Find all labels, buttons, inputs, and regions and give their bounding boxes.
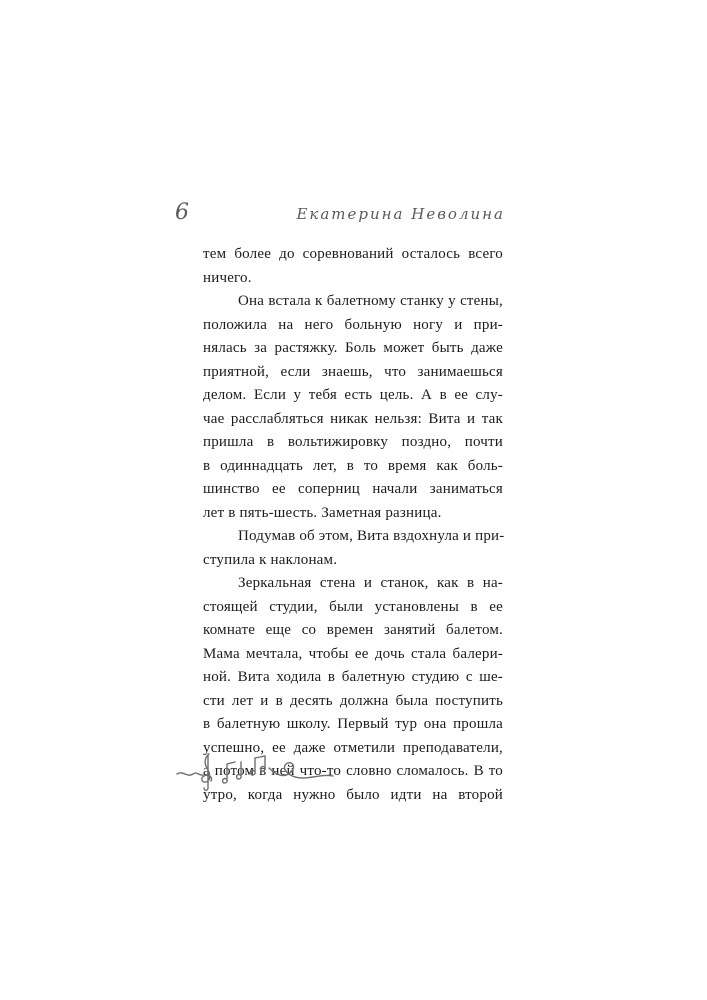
text-line: успешно, ее даже отметили преподаватели, bbox=[203, 739, 503, 756]
text-line: Подумав об этом, Вита вздохнула и при- bbox=[238, 528, 505, 544]
running-head bbox=[175, 200, 505, 230]
text-line: в одиннадцать лет, в то время как боль- bbox=[203, 457, 503, 474]
text-line: тем более до соревнований осталось всего bbox=[203, 246, 503, 262]
text-line: положила на него больную ногу и при- bbox=[203, 316, 503, 333]
text-line: комнате еще со времен занятий балетом. bbox=[203, 622, 503, 638]
text-line: Мама мечтала, чтобы ее дочь стала балери- bbox=[203, 645, 503, 662]
text-line: сти лет и в десять должна была поступить bbox=[203, 692, 503, 709]
text-line: утро, когда нужно было идти на второй bbox=[203, 786, 503, 803]
text-line: ничего. bbox=[203, 269, 252, 286]
text-line: лет в пять-шесть. Заметная разница. bbox=[203, 504, 442, 521]
text-line: чае расслабляться никак нельзя: Вита и так bbox=[203, 410, 503, 427]
text-line: шинство ее соперниц начали заниматься bbox=[203, 481, 503, 497]
text-line: в балетную школу. Первый тур она прошла bbox=[203, 716, 503, 732]
text-line: приятной, если знаешь, что занимаешься bbox=[203, 363, 503, 380]
author-name: Екатерина Неволина bbox=[296, 205, 505, 223]
text-line: ной. Вита ходила в балетную студию с ше- bbox=[203, 669, 503, 685]
text-line: делом. Если у тебя есть цель. А в ее слу- bbox=[203, 387, 503, 403]
text-line: Она встала к балетному станку у стены, bbox=[238, 293, 503, 309]
text-line: пришла в вольтижировку поздно, почти bbox=[203, 434, 503, 450]
music-notes-flourish-icon bbox=[173, 748, 338, 793]
text-line: ступила к наклонам. bbox=[203, 551, 338, 568]
text-line: а потом в ней что-то словно сломалось. В то bbox=[203, 763, 503, 779]
text-line: стоящей студии, были установлены в ее bbox=[203, 598, 503, 615]
page-number: 6 bbox=[175, 200, 189, 225]
body-text bbox=[203, 243, 503, 807]
text-line: нялась за растяжку. Боль может быть даже bbox=[203, 340, 503, 356]
text-line: Зеркальная стена и станок, как в на- bbox=[238, 575, 503, 591]
